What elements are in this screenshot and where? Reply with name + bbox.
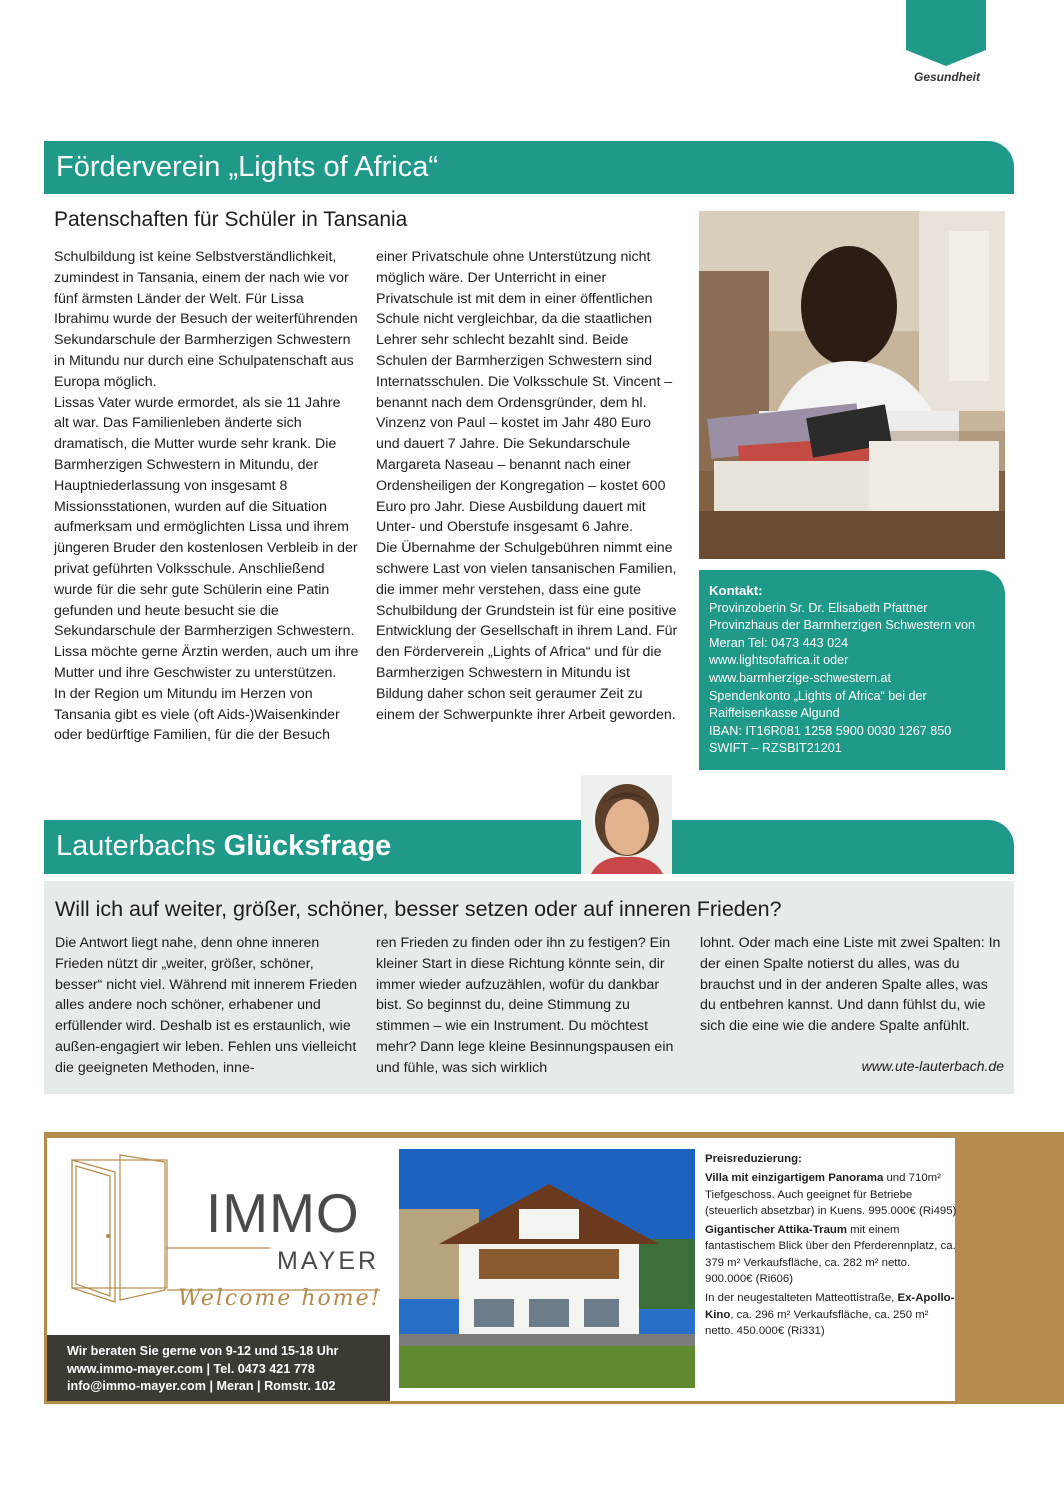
article-title: Förderverein „Lights of Africa“ [56, 151, 438, 183]
author-website-link[interactable]: www.ute-lauterbach.de [861, 1058, 1004, 1074]
contact-line: www.barmherzige-schwestern.at [709, 670, 891, 685]
ad-listings [705, 1151, 957, 1342]
contact-line: Spendenkonto „Lights of Africa“ bei der Raiffeisenkasse Algund [709, 688, 927, 721]
author-portrait [581, 775, 672, 874]
brand-tagline: Welcome home! [178, 1286, 382, 1311]
brand-name: IMMO [206, 1182, 360, 1244]
column-title-bold: Glücksfrage [223, 830, 392, 862]
section-label: Gesundheit [913, 70, 980, 84]
ad-contact-line[interactable]: www.immo-mayer.com | Tel. 0473 421 778 [67, 1361, 315, 1376]
column-text-1: Die Antwort liegt nahe, denn ohne inneren Frieden nützt dir „weiter, größer, schöner, besser“ nicht viel. Während mit innerem Frieden alles andere noch schöner, erhabener und erfüllender wird. Deshalb ist es erstaunlich, wie außen-engagiert wir leben. Fehlen uns vielleicht die geeigneten Methoden, inne- [55, 935, 357, 1076]
article-header-bar [44, 141, 1014, 194]
contact-title: Kontakt: [709, 583, 763, 598]
paragraph: Schulbildung ist keine Selbstverständlichkeit, zumindest in Tansania, einem der nach wie vor fünf ärmsten Länder der Welt. Für Lissa Ibrahimu wurde der Besuch der weiterführenden Sekundarschule der Barmherzigen Schwestern in Mitundu nur durch eine Schulpatenschaft aus Europa möglich. [54, 249, 358, 390]
column-text-2: ren Frieden zu finden oder ihn zu festigen? Ein kleiner Start in diese Richtung könnte sein, dir immer wieder aufzuzählen, wofür du dankbar bist. So beginnst du, deine Stimmung zu stimmen – wie ein Instrument. Du möchtest mehr? Dann lege kleine Besinnungspausen ein und fühle, was sich wirklich [376, 935, 674, 1076]
ad-contact-strip [47, 1335, 390, 1401]
ad-contact-line[interactable]: info@immo-mayer.com | Meran | Romstr. 102 [67, 1379, 336, 1393]
column-header-bar [44, 820, 1014, 874]
contact-box [699, 570, 1005, 770]
article-subtitle: Patenschaften für Schüler in Tansania [54, 208, 408, 231]
listing-text: mit einem fantastischem Blick über den Pferderennplatz, ca. 379 m² Verkaufsfläche, ca. 282 m² netto. 900.000€ (Ri606) [705, 1224, 956, 1286]
section-tab [906, 0, 986, 66]
contact-line: www.lightsofafrica.it oder [709, 653, 849, 668]
column-question: Will ich auf weiter, größer, schöner, besser setzen oder auf inneren Frieden? [55, 897, 782, 921]
ad-contact-line: Wir beraten Sie gerne von 9-12 und 15-18 Uhr [67, 1344, 339, 1358]
contact-line: IBAN: IT16R081 1258 5900 0030 1267 850 [709, 723, 952, 738]
listing-title: Villa mit einzigartigem Panorama [705, 1172, 884, 1185]
paragraph: In der Region um Mitundu im Herzen von Tansania gibt es viele (oft Aids-)Waisenkinder oder bedürftige Familien, für die der Besuch [54, 685, 340, 744]
house-photo [399, 1149, 695, 1388]
listing-title: Ex-Apollo-Kino [705, 1292, 955, 1321]
paragraph: Die Übernahme der Schulgebühren nimmt eine schwere Last von vielen tansanischen Familien, die immer mehr verstehen, dass eine gute Schulbildung der Grundstein ist für eine positive Entwicklung der Gesellschaft in ihrem Land. Für den Förderverein „Lights of Africa“ und für die Barmherzigen Schwestern in Mitundu ist Bildung daher schon seit geraumer Zeit zu einem der Schwerpunkte ihrer Arbeit geworden. [376, 540, 678, 723]
contact-line: SWIFT – RZSBIT21201 [709, 741, 842, 756]
brand-name-2: MAYER [277, 1247, 380, 1275]
paragraph: Lissas Vater wurde ermordet, als sie 11 Jahre alt war. Das Familienleben änderte sich dramatisch, die Mutter wurde sehr krank. Die Barmherzigen Schwestern in Mitundu, der Hauptniederlassung von insgesamt 8 Missionsstationen, wurden auf die Situation aufmerksam und ermöglichten Lissa und ihrem jüngeren Bruder den kostenlosen Verbleib in der privat geführten Volksschule. Anschließend wurde für die sehr gute Schülerin eine Patin gefunden und heute besucht sie die Sekundarschule der Barmherzigen Schwestern. Lissa möchte gerne Ärztin werden, auch um ihre Mutter und ihre Geschwister zu unterstützen. [54, 394, 359, 681]
contact-line: Provinzhaus der Barmherzigen Schwestern von Meran Tel: 0473 443 024 [709, 618, 975, 650]
student-photo [699, 211, 1005, 559]
article-column-2 [376, 247, 678, 725]
listing-text: und 710m² Tiefgeschoss. Auch geeignet für Betriebe (steuerlich absetzbar) in Kuens. 995.000€ (Ri495) [705, 1172, 957, 1217]
listing-text: , ca. 296 m² Verkaufsfläche, ca. 250 m² netto. 450.000€ (Ri331) [705, 1308, 929, 1337]
contact-line: Provinzoberin Sr. Dr. Elisabeth Pfattner [709, 600, 928, 615]
column-title: Lauterbachs [56, 830, 224, 862]
listing-text: In der neugestalteten Matteottistraße, [705, 1292, 898, 1305]
article-column-1 [54, 247, 359, 746]
ad-heading: Preisreduzierung: [705, 1153, 802, 1165]
column-text-3: lohnt. Oder mach eine Liste mit zwei Spalten: In der einen Spalte notierst du alles, was du brauchst und in der anderen Spalte alles, was du entbehren kannst. Und dann fühlst du, wie sich die eine wie die andere Spalte anfühlt. [700, 935, 1001, 1035]
listing-title: Gigantischer Attika-Traum [705, 1224, 847, 1237]
paragraph: einer Privatschule ohne Unterstützung nicht möglich wäre. Der Unterricht in einer Privatschule ist mit dem in einer öffentlichen Schule nicht vergleichbar, da die staatlichen Lehrer sehr schlecht bezahlt sind. Beide Schulen der Barmherzigen Schwestern sind Internatsschulen. Die Volksschule St. Vincent – benannt nach dem Ordensgründer, dem hl. Vinzenz von Paul – kostet im Jahr 480 Euro und dauert 7 Jahre. Die Sekundarschule Margareta Naseau – benannt nach einer Ordensheiligen der Kongregation – kostet 600 Euro pro Jahr. Diese Ausbildung dauert mit Unter- und Oberstufe insgesamt 6 Jahre. [376, 249, 673, 536]
